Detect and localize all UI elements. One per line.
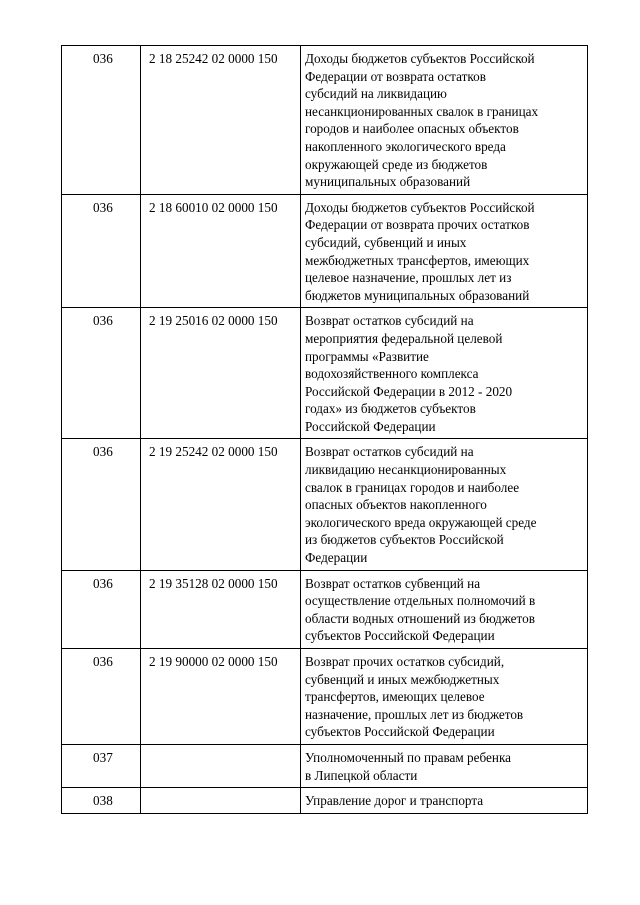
kbk-code-cell: 2 19 25016 02 0000 150 <box>141 308 301 439</box>
kbk-code-cell: 2 18 25242 02 0000 150 <box>141 46 301 195</box>
name-line: назначение, прошлых лет из бюджетов <box>305 706 524 722</box>
name-line: городов и наиболее опасных объектов <box>305 121 519 137</box>
table-body <box>62 46 588 814</box>
name-line: опасных объектов накопленного <box>305 497 487 513</box>
name-line: Возврат прочих остатков субсидий, <box>305 654 505 669</box>
admin-code-cell: 038 <box>62 788 141 814</box>
name-line: несанкционированных свалок в границах <box>305 103 539 119</box>
name-cell <box>301 570 588 648</box>
name-line: свалок в границах городов и наиболее <box>305 479 520 495</box>
budget-codes-table <box>61 45 588 814</box>
admin-code-cell: 036 <box>62 308 141 439</box>
name-line: осуществление отдельных полномочий в <box>305 593 536 609</box>
table-row <box>62 744 588 787</box>
name-line: программы «Развитие <box>305 348 429 364</box>
admin-code-cell: 036 <box>62 570 141 648</box>
name-line: годах» из бюджетов субъектов <box>305 401 476 417</box>
name-line: водохозяйственного комплекса <box>305 366 479 382</box>
name-line: субвенций и иных межбюджетных <box>305 671 500 687</box>
name-line: из бюджетов субъектов Российской <box>305 532 504 548</box>
admin-code-cell: 037 <box>62 744 141 787</box>
kbk-code-cell <box>141 788 301 814</box>
name-line: Доходы бюджетов субъектов Российской <box>305 51 535 66</box>
kbk-code-cell <box>141 744 301 787</box>
name-line: экологического вреда окружающей среде <box>305 514 537 530</box>
name-cell <box>301 788 588 814</box>
name-line: Возврат остатков субвенций на <box>305 575 481 591</box>
table-row <box>62 649 588 745</box>
name-line: Управление дорог и транспорта <box>305 793 484 809</box>
name-line: субсидий, субвенций и иных <box>305 234 467 250</box>
name-line: Российской Федерации <box>305 418 436 434</box>
kbk-code-cell: 2 19 25242 02 0000 150 <box>141 439 301 570</box>
kbk-code-cell: 2 19 90000 02 0000 150 <box>141 649 301 745</box>
name-line: Федерации <box>305 550 368 566</box>
admin-code-cell: 036 <box>62 439 141 570</box>
table-row <box>62 308 588 439</box>
name-line: Доходы бюджетов субъектов Российской <box>305 199 535 215</box>
name-line: ликвидацию несанкционированных <box>305 462 507 478</box>
name-line: субъектов Российской Федерации <box>305 724 495 740</box>
table-row <box>62 439 588 570</box>
name-cell <box>301 744 588 787</box>
name-line: бюджетов муниципальных образований <box>305 287 530 303</box>
name-line: Возврат остатков субсидий на <box>305 313 474 329</box>
name-cell <box>301 46 588 195</box>
name-line: муниципальных образований <box>305 174 471 190</box>
name-cell <box>301 649 588 745</box>
table-row <box>62 570 588 648</box>
kbk-code-cell: 2 18 60010 02 0000 150 <box>141 194 301 308</box>
name-line: мероприятия федеральной целевой <box>305 330 503 346</box>
name-line: целевое назначение, прошлых лет из <box>305 270 512 286</box>
name-line: в Липецкой области <box>305 767 418 783</box>
name-line: субсидий на ликвидацию <box>305 86 447 102</box>
admin-code-cell: 036 <box>62 46 141 195</box>
kbk-code-cell: 2 19 35128 02 0000 150 <box>141 570 301 648</box>
name-line: Российской Федерации в 2012 - 2020 <box>305 383 513 399</box>
table-row <box>62 788 588 814</box>
name-line: области водных отношений из бюджетов <box>305 610 535 626</box>
name-line: Уполномоченный по правам ребенка <box>305 749 512 765</box>
name-line: Возврат остатков субсидий на <box>305 444 474 460</box>
name-line: накопленного экологического вреда <box>305 138 506 154</box>
name-line: Федерации от возврата остатков <box>305 68 486 84</box>
name-cell <box>301 308 588 439</box>
name-cell <box>301 439 588 570</box>
admin-code-cell: 036 <box>62 194 141 308</box>
table-row <box>62 194 588 308</box>
name-line: межбюджетных трансфертов, имеющих <box>305 252 530 268</box>
name-line: Федерации от возврата прочих остатков <box>305 217 530 233</box>
name-line: окружающей среде из бюджетов <box>305 156 488 172</box>
name-line: трансфертов, имеющих целевое <box>305 689 485 705</box>
table-row <box>62 46 588 195</box>
admin-code-cell: 036 <box>62 649 141 745</box>
name-cell <box>301 194 588 308</box>
name-line: субъектов Российской Федерации <box>305 628 495 644</box>
